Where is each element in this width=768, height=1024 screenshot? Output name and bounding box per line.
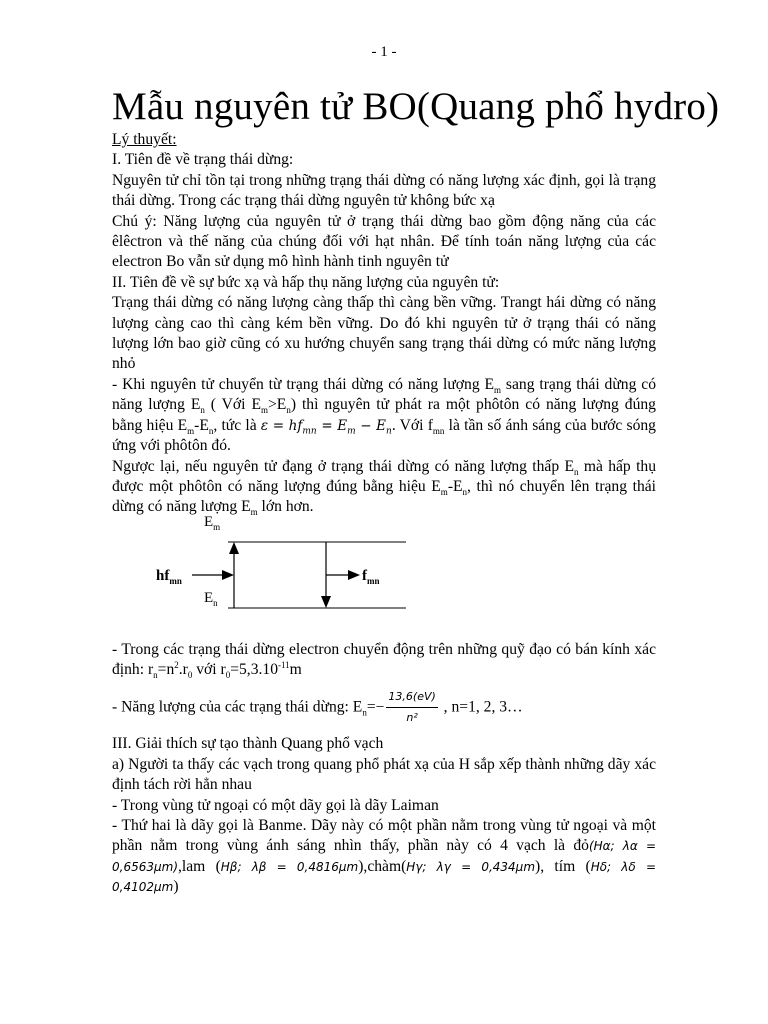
document-body [112,130,656,898]
sec1-heading: I. Tiên đề về trạng thái dừng: [112,151,294,169]
emission-arrowhead [321,596,331,608]
red-line-formula: (Hα; λα = 0,6563μm) [112,839,656,874]
sec2-heading: II. Tiên đề về sự bức xạ và hấp thụ năng lượng của nguyên tử: [112,273,500,291]
sec1-paragraph-1: Nguyên tử chỉ tồn tại trong những trạng thái dừng có năng lượng xác định, gọi là trạng thái dừng. Trong các trạng thái dừng nguyên tử không bức xạ [112,171,656,210]
orbit-radius-paragraph: - Trong các trạng thái dừng electron chuyển động trên những quỹ đạo có bán kính xác định: $r_n=n^2.r_0$ với $r_0=5,3.10^{-11}m$ [112,640,656,681]
label-en: $E_n$ [204,589,218,608]
sec2-paragraph-3: Ngược lại, nếu nguyên tử đạng ở trạng thái dừng có năng lượng thấp $E_n$ mà hấp thụ được một phôtôn có năng lượng đúng bằng hiệu $E_m-E_n$, thì nó chuyển lên trạng thái dừng có năng lượng $E_m$ lớn hơn. [112,457,656,518]
sec3-paragraph-a: a) Người ta thấy các vạch trong quang phổ phát xạ của H sắp xếp thành những dãy xác định tách rời hẳn nhau [112,755,656,794]
sec3-heading: III. Giải thích sự tạo thành Quang phổ vạch [112,735,384,753]
sec3-paragraph-c: - Thứ hai là dãy gọi là Banme. Dãy này có một phần nằm trong vùng tử ngoại và một phần nằm trong vùng ánh sáng nhìn thấy, phần này có 4 vạch là đỏ(Hα; λα = 0,6563μm),lam (Hβ; λβ = 0,4816μm),chàm(Hγ; λγ = 0,434μm), tím (Hδ; λδ = 0,4102μm) [112,816,657,896]
sec3-paragraph-b: - Trong vùng tử ngoại có một dãy gọi là dãy Laiman [112,796,439,814]
energy-level-diagram [112,513,656,624]
theory-heading: Lý thuyết: [112,131,177,148]
energy-levels-paragraph: - Năng lượng của các trạng thái dừng: $E_n=-$ $\frac{13,6(eV)}{\text{n²}}$ , n=1, 2, 3… [112,687,656,729]
label-em: $E_m$ [204,513,221,532]
sec2-paragraph-2: - Khi nguyên tử chuyển từ trạng thái dừng có năng lượng $E_m$ sang trạng thái dừng có năng lượng $E_n$ ( Với $E_m>E_n$) thì nguyên tử phát ra một phôtôn có năng lượng đúng bằng hiệu $E_m-E_n$, tức là $\varepsilon = hf_{mn} = E_m - E_n$. Với $f_{mn}$ là tần số ánh sáng của bước sóng ứng với phôtôn đó. [112,375,656,455]
blue-line-formula: Hβ; λβ = 0,4816μm [220,859,359,874]
photon-energy-formula: $\varepsilon = hf_{mn} = E_m - E_n$ [260,417,392,437]
indigo-line-formula: Hγ; λγ = 0,434μm [406,859,536,874]
page-title: Mẫu nguyên tử BO(Quang phổ hydro) [112,85,720,128]
label-hfmn: $hf_{mn}$ [156,567,182,586]
label-fmn: $f_{mn}$ [362,567,380,586]
incoming-photon-arrowhead [222,570,234,580]
violet-line-formula: Hδ; λδ = 0,4102μm [112,859,657,895]
absorption-arrowhead [229,542,239,554]
page-number: - 1 - [371,44,397,60]
energy-level-svg [112,522,656,624]
outgoing-photon-arrowhead [348,570,360,580]
sec1-paragraph-2: Chú ý: Năng lượng của nguyên tử ở trạng thái dừng bao gồm động năng của các êlêctron và thế năng của chúng đối với hạt nhân. Để tính toán năng lượng của các electron Bo vẫn sử dụng mô hình hành tinh nguyên tử [112,212,656,271]
sec2-paragraph-1: Trạng thái dừng có năng lượng càng thấp thì càng bền vững. Trangt hái dừng có năng lượng càng cao thì càng kém bền vững. Do đó khi nguyên tử ở trạng thái có năng lượng lớn bao giờ cũng có xu hướng chuyển sang trạng thái dừng có mức năng lượng nhỏ [112,294,656,373]
energy-fraction: $\frac{13,6(eV)}{\text{n²}}$ [386,687,437,729]
